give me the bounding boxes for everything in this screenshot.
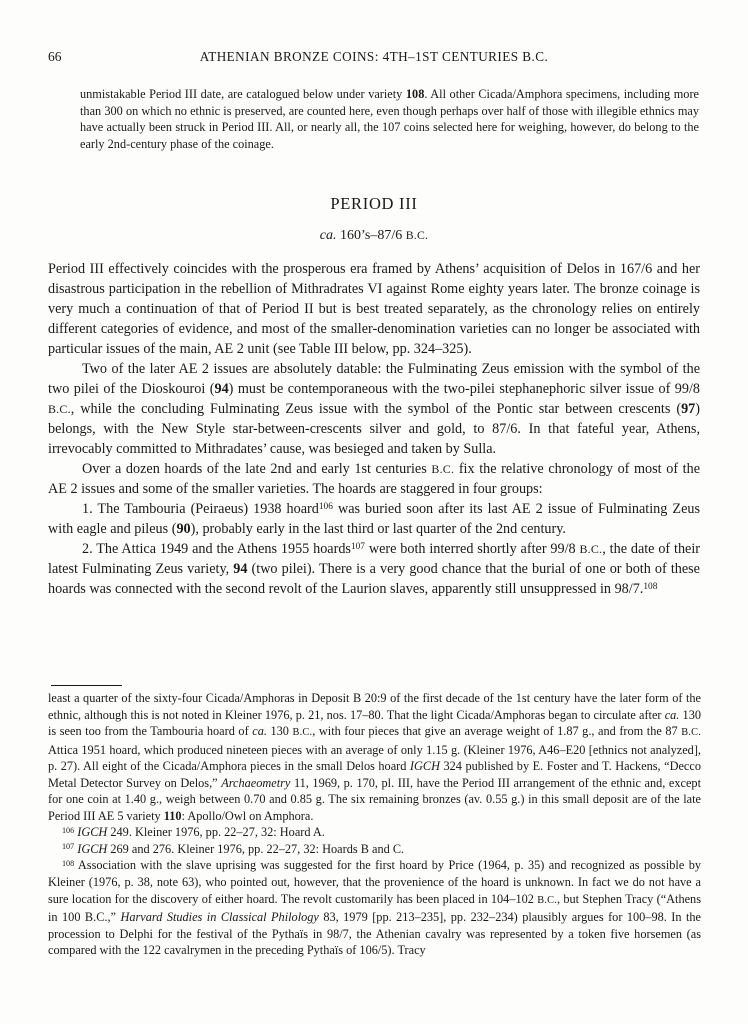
footnote-108: $^{108}$ Association with the slave uprising was suggested for the first hoard by Price (1964, p. 35) and recognized as possible by Kleiner (1976, p. 38, note 63), who pointed out, however, that the provenience of the hoard is unknown. In fact we do not have a sure location for the discovery of either hoard. The revolt customarily has been placed in 104–102 B.C., but Stephen Tracy (“Athens in 100 B.C.,” Harvard Studies in Classical Philology 83, 1979 [pp. 213–235], pp. 232–234) plausibly argues for 100–98. In the procession to Delphi for the festival of the Pythaïs in 98/7, the Athenian cavalry was represented by a token five horsemen (as compared with the 122 cavalrymen in the preceding Pythaïs of 106/5). Tracy: [48, 858, 702, 958]
body-paragraph-4: 1. The Tambouria (Peiraeus) 1938 hoard$^{106}$ was buried soon after its last AE 2 issue of Fulminating Zeus with eagle and pileus (90), probably early in the last third or last quarter of the 2nd century.: [48, 501, 700, 537]
footnote-continuation: least a quarter of the sixty-four Cicada/Amphoras in Deposit B 20:9 of the first decade of the 1st century have the later form of the ethnic, although this is not noted in Kleiner 1976, p. 21, nos. 17–80. That the light Cicada/Amphoras began to circulate after ca. 130 is seen too from the Tambouria hoard of ca. 130 B.C., with four pieces that give an average weight of 1.87 g., and from the 87 B.C. Attica 1951 hoard, which produced nineteen pieces with an average of only 1.15 g. (Kleiner 1976, A46–E20 [ethnics not analyzed], p. 27). All eight of the Cicada/Amphora pieces in the small Delos hoard IGCH 324 published by E. Foster and T. Hackens, “Decco Metal Detector Survey on Delos,” Archaeometry 11, 1969, p. 170, pl. III, have the Period III arrangement of the ethnic and, except for one coin at 1.40 g., weigh between 0.70 and 0.85 g. The six remaining bronzes (av. 0.55 g.) in this small deposit are of the late Period III AE 5 variety 110: Apollo/Owl on Amphora.: [48, 691, 702, 823]
running-head: [48, 49, 700, 69]
body-text: [48, 259, 700, 599]
body-paragraph-5: 2. The Attica 1949 and the Athens 1955 hoards$^{107}$ were both interred shortly after 99/8 B.C., the date of their latest Fulminating Zeus variety, 94 (two pilei). There is a very good chance that the burial of one or both of these hoards was connected with the second revolt of the Laurion slaves, apparently still unsuppressed in 98/7.$^{108}$: [48, 541, 700, 597]
body-paragraph-1: Period III effectively coincides with the prosperous era framed by Athens’ acquisition of Delos in 167/6 and her disastrous participation in the rebellion of Mithradrates VI against Rome eighty years later. The bronze coinage is very much a continuation of that of Period II but is best treated separately, as the chronology relies on entirely different categories of evidence, and most of the smaller-denomination varieties can no longer be associated with particular issues of the main, AE 2 unit (see Table III below, pp. 324–325).: [48, 261, 700, 357]
page-number: 66: [48, 49, 62, 64]
running-title: ATHENIAN BRONZE COINS: 4TH–1ST CENTURIES B.C.: [199, 49, 549, 64]
body-paragraph-2: Two of the later AE 2 issues are absolutely datable: the Fulminating Zeus emission with the symbol of the two pilei of the Dioskouroi (94) must be contemporaneous with the two-pilei stephanephoric silver issue of 99/8 B.C., while the concluding Fulminating Zeus issue with the symbol of the Pontic star between crescents (97) belongs, with the New Style star-between-crescents silver and gold, to 87/6. In that fateful year, Athens, irrevocably committed to Mithradates’ cause, was besieged and taken by Sulla.: [48, 361, 701, 457]
footnote-106: $^{106}$ IGCH 249. Kleiner 1976, pp. 22–27, 32: Hoard A.: [62, 825, 325, 840]
carryover-footnote-text: unmistakable Period III date, are catalogued below under variety 108. All other Cicada/Amphora specimens, including more than 300 on which no ethnic is preserved, are counted here, even though perhaps over half of those with illegible ethnics may have actually been struck in Period III. All, or nearly all, the 107 coins selected here for weighing, however, do belong to the early 2nd-century phase of the coinage.: [80, 87, 700, 151]
section-date-line: ca. 160’s–87/6 B.C.: [319, 228, 429, 243]
footnote-separator-rule: [51, 685, 122, 686]
body-paragraph-3: Over a dozen hoards of the late 2nd and early 1st centuries B.C. fix the relative chronology of most of the AE 2 issues and some of the smaller varieties. The hoards are staggered in four groups:: [48, 461, 701, 497]
section-heading: PERIOD III: [330, 194, 418, 213]
footnote-107: $^{107}$ IGCH 269 and 276. Kleiner 1976, pp. 22–27, 32: Hoards B and C.: [62, 841, 405, 856]
footnotes-block: [48, 690, 701, 959]
